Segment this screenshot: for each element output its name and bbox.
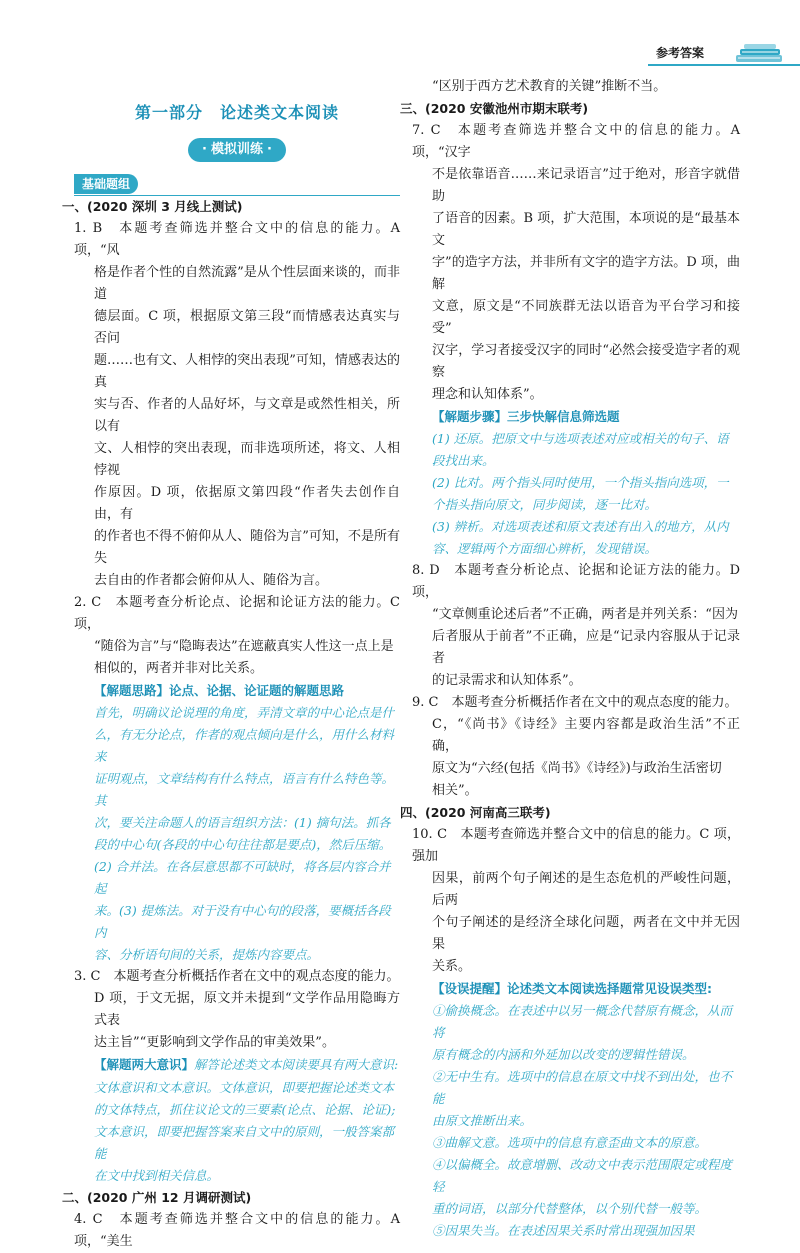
answer-q7 [412,120,740,406]
text-line: 2. C 本题考查分析论点、论据和论证方法的能力。C 项， [74,595,400,632]
tip-line: 的文体特点，抓住议论文的三要素(论点、论据、论证); [94,1102,396,1117]
text-line: 的作者也不得不俯仰从人、随俗为言”可知，不是所有失 [94,529,400,566]
text-line: 不是依靠语音……来记录语言”过于绝对，形音字就借助 [432,167,740,204]
tip-line: (2) 比对。两个指头同时使用，一个指头指向选项，一 [432,475,729,490]
text-line: 9. C 本题考查分析概括作者在文中的观点态度的能力。 [412,695,738,710]
text-line: 格是作者个性的自然流露”是从个性层面来谈的，而非道 [94,265,400,302]
tip-line: 次，要关注命题人的语言组织方法：(1) 摘句法。抓各 [94,815,391,830]
text-line: 文意，原文是“不同族群无法以语音为平台学习和接受” [432,299,740,336]
answer-continued [412,76,740,98]
tip-heading: 【解题思路】论点、论据、论证题的解题思路 [94,683,345,698]
text-line: 题……也有文、人相悖的突出表现”可知，情感表达的真 [94,353,400,390]
text-line: 理念和认知体系”。 [432,387,543,402]
tip-heading: 【解题两大意识】 [94,1057,195,1072]
answer-q9 [412,692,740,802]
section-heading: 四、(2020 河南高三联考) [400,805,551,820]
pill-wrap [74,138,400,164]
tip-line: 么，有无分论点，作者的观点倾向是什么，用什么材料来 [94,727,395,764]
answer-q8 [412,560,740,692]
text-line: 10. C 本题考查筛选并整合文中的信息的能力。C 项，强加 [412,827,740,864]
tip-line: (2) 合并法。在各层意思都不可缺时，将各层内容合并起 [94,859,391,896]
answer-q4 [74,1209,400,1253]
text-line: C，“《尚书》《诗经》主要内容都是政治生活”不正确， [432,717,740,754]
tip-line: ②无中生有。选项中的信息在原文中找不到出处，也不能 [432,1069,733,1106]
tip-line: 重的词语，以部分代替整体，以个别代替一般等。 [432,1201,708,1216]
text-line: D 项，于文无据，原文并未提到“文学作品用隐晦方式表 [94,991,400,1028]
part-title: 第一部分 论述类文本阅读 [134,103,339,122]
section-heading: 三、(2020 安徽池州市期末联考) [400,101,589,116]
books-icon [728,42,790,64]
tip-line: 首先，明确议论说理的角度，弄清文章的中心论点是什 [94,705,395,720]
text-line: 实与否、作者的人品好坏，与文章是或然性相关，所以有 [94,397,400,434]
text-line: 3. C 本题考查分析概括作者在文中的观点态度的能力。 [74,969,400,984]
right-column [400,76,740,1242]
tip-line: 文体意识和文本意识。文体意识，即要把握论述类文本 [94,1080,395,1095]
tip-block-2 [74,1054,400,1187]
text-line: 后者服从于前者”不正确，应是“记录内容服从于记录者 [432,629,740,666]
text-line: 4. C 本题考查筛选并整合文中的信息的能力。A 项，“美生 [74,1212,400,1249]
text-line: 汉字，学习者接受汉字的同时“必然会接受造字者的观察 [432,343,740,380]
tip-heading: 【解题步骤】三步快解信息筛选题 [432,409,620,424]
section-heading: 二、(2020 广州 12 月调研测试) [62,1190,252,1205]
text-line: “文章侧重论述后者”不正确，两者是并列关系：“因为 [432,607,738,622]
text-line: 8. D 本题考查分析论点、论据和论证方法的能力。D 项， [412,563,740,600]
tip-block [412,428,740,560]
section-heading: 一、(2020 深圳 3 月线上测试) [62,199,243,214]
tip-block [412,1000,740,1242]
text-line: 达主旨”“更影响到文学作品的审美效果”。 [94,1035,335,1050]
left-column [62,100,400,1253]
tip-line: 段找出来。 [432,453,495,468]
group-tab: 基础题组 [74,174,138,194]
tip-line: ③曲解文意。选项中的信息有意歪曲文本的原意。 [432,1135,708,1150]
text-line: 的记录需求和认知体系”。 [432,673,582,688]
tip-block [74,702,400,966]
tip-line: 原有概念的内涵和外延加以改变的逻辑性错误。 [432,1047,695,1062]
text-line: 相似的，两者并非对比关系。 [94,661,264,676]
tip-line: ④以偏概全。故意增删、改动文中表示范围限定或程度轻 [432,1157,733,1194]
text-line: 德层面。C 项，根据原文第三段“而情感表达真实与否问 [94,309,400,346]
answer-q2 [74,592,400,680]
tip-line: 解答论述类文本阅读要具有两大意识: [194,1057,399,1072]
text-line: 文、人相悖的突出表现，而非选项所述，将文、人相悖视 [94,441,400,478]
group-tab-wrap [74,164,400,196]
tip-line: 容、分析语句间的关系，提炼内容要点。 [94,947,320,962]
tip-line: 容、逻辑两个方面细心辨析，发现错误。 [432,541,658,556]
tip-line: 在文中找到相关信息。 [94,1168,220,1183]
tip-line: 由原文推断出来。 [432,1113,533,1128]
answer-q1 [74,218,400,592]
tip-line: (3) 辨析。对选项表述和原文表述有出入的地方，从内 [432,519,729,534]
text-line: 去自由的作者都会俯仰从人、随俗为言。 [94,573,329,588]
text-line: “区别于西方艺术教育的关键”推断不当。 [432,79,667,94]
text-line: 了语音的因素。B 项，扩大范围，本项说的是“最基本文 [432,211,740,248]
tip-line: 个指头指向原文，同步阅读，逐一比对。 [432,497,658,512]
text-line: “随俗为言”与“隐晦表达”在遮蔽真实人性这一点上是 [94,639,394,654]
answers-header-label: 参考答案 [656,46,705,60]
answer-q3 [74,966,400,1054]
tip-line: 证明观点，文章结构有什么特点，语言有什么特色等。其 [94,771,395,808]
text-line: 1. B 本题考查筛选并整合文中的信息的能力。A 项，“风 [74,221,400,258]
tip-heading: 【设误提醒】论述类文本阅读选择题常见设误类型: [432,981,712,996]
text-line: 相关”。 [432,783,478,798]
text-line: 因果，前两个句子阐述的是生态危机的严峻性问题，后两 [432,871,740,908]
tip-line: 段的中心句(各段的中心句往往都是要点)，然后压缩。 [94,837,392,852]
text-line: 7. C 本题考查筛选并整合文中的信息的能力。A 项，“汉字 [412,123,740,160]
section-pill: · 模拟训练 · [188,138,286,162]
text-line: 字”的造字方法，并非所有文字的造字方法。D 项，曲解 [432,255,740,292]
header-rule [648,64,800,66]
answer-q10 [412,824,740,978]
text-line: 个句子阐述的是经济全球化问题，两者在文中并无因果 [432,915,740,952]
text-line: 原文为“六经(包括《尚书》《诗经》)与政治生活密切 [432,761,722,776]
tip-line: 文本意识，即要把握答案来自文中的原则，一般答案都能 [94,1124,395,1161]
tip-line: 来。(3) 提炼法。对于没有中心句的段落，要概括各段内 [94,903,391,940]
text-line: 作原因。D 项，依据原文第四段“作者失去创作自由，有 [94,485,400,522]
tip-line: (1) 还原。把原文中与选项表述对应或相关的句子、语 [432,431,729,446]
tip-line: ⑤因果失当。在表述因果关系时常出现强加因果 [432,1223,695,1238]
tip-line: ①偷换概念。在表述中以另一概念代替原有概念，从而将 [432,1003,733,1040]
text-line: 关系。 [432,959,472,974]
